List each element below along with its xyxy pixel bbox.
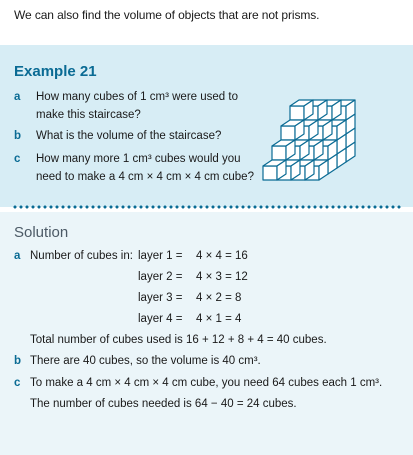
cube-front-face bbox=[272, 146, 286, 160]
layer-expression: 4 × 4 = 16 bbox=[196, 250, 248, 262]
question-text: How many more 1 cm³ cubes would you need to make a 4 cm × 4 cm × 4 cm cube? bbox=[36, 153, 254, 183]
total-line: Total number of cubes used is 16 + 12 + 8 + 4 = 40 cubes. bbox=[30, 334, 327, 346]
solution-letter-b: b bbox=[14, 355, 22, 367]
question-text: What is the volume of the staircase? bbox=[36, 130, 222, 142]
solution-title: Solution bbox=[14, 224, 69, 241]
solution-b-text: There are 40 cubes, so the volume is 40 cm³. bbox=[30, 355, 261, 367]
layer-expression: 4 × 3 = 12 bbox=[196, 271, 248, 283]
cubes-in-label: Number of cubes in: bbox=[30, 250, 133, 262]
question-text: How many cubes of 1 cm³ were used to make this staircase? bbox=[36, 91, 238, 121]
question-letter: a bbox=[14, 91, 21, 103]
question-letter: c bbox=[14, 153, 21, 165]
solution-c-text-2: The number of cubes needed is 64 − 40 = 24 cubes. bbox=[30, 398, 297, 410]
layer-expression: 4 × 1 = 4 bbox=[196, 313, 242, 325]
example-title: Example 21 bbox=[14, 63, 97, 80]
staircase-figure bbox=[255, 52, 405, 192]
solution-c-text: To make a 4 cm × 4 cm × 4 cm cube, you need 64 cubes each 1 cm³. bbox=[30, 377, 383, 389]
layer-expression: 4 × 2 = 8 bbox=[196, 292, 242, 304]
cube-front-face bbox=[290, 106, 304, 120]
solution-letter-c: c bbox=[14, 377, 21, 389]
dotted-divider bbox=[12, 204, 402, 210]
layer-label: layer 1 = bbox=[138, 250, 183, 262]
cube-front-face bbox=[281, 126, 295, 140]
solution-letter-a: a bbox=[14, 250, 21, 262]
layer-label: layer 3 = bbox=[138, 292, 183, 304]
cube-front-face bbox=[263, 166, 277, 180]
layer-label: layer 4 = bbox=[138, 313, 183, 325]
layer-label: layer 2 = bbox=[138, 271, 183, 283]
question-letter: b bbox=[14, 130, 22, 142]
intro-text: We can also find the volume of objects that are not prisms. bbox=[14, 8, 320, 22]
